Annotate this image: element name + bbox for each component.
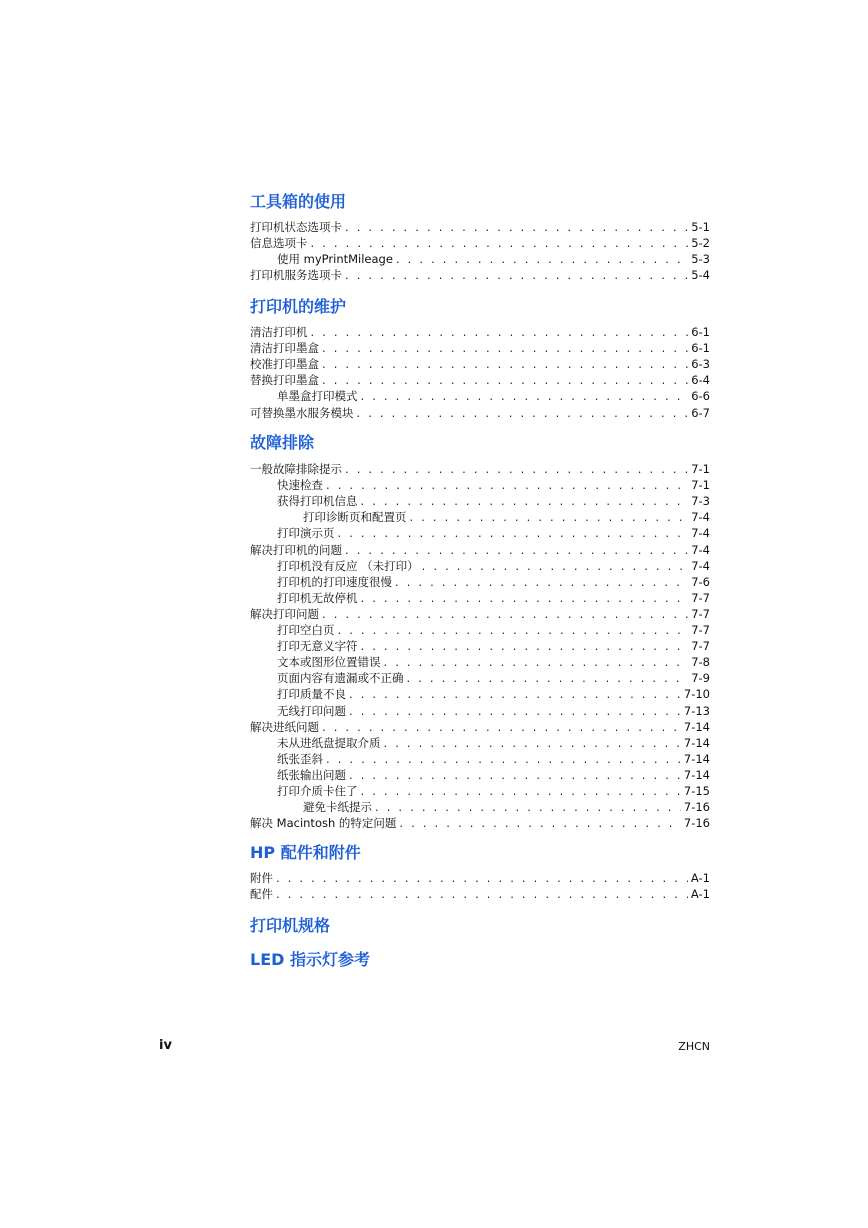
dot-leader: [399, 815, 680, 831]
dot-leader: [311, 235, 689, 251]
dot-leader: [407, 670, 689, 686]
dot-leader: [322, 372, 688, 388]
dot-leader: [349, 686, 681, 702]
toc-entry[interactable]: [277, 751, 710, 767]
toc-entry-label: 未从进纸盘提取介质: [277, 735, 381, 750]
toc-entry-label: 打印介质卡住了: [277, 784, 358, 798]
toc-entry-page: 6-1: [691, 325, 710, 339]
dot-leader: [322, 340, 688, 356]
toc-entry-page: 7-16: [683, 800, 710, 815]
toc-entry-page: 7-4: [691, 526, 710, 541]
toc-entry[interactable]: [250, 235, 710, 251]
toc-entry-page: 7-14: [683, 719, 710, 734]
toc-entry-label: 清洁打印机: [250, 325, 308, 339]
dot-leader: [276, 870, 688, 886]
toc-entry-label: 页面内容有遗漏或不正确: [277, 671, 404, 686]
toc-entry[interactable]: [250, 461, 710, 477]
toc-entry-label: 替换打印墨盒: [250, 373, 319, 388]
toc-entry-page: A-1: [690, 871, 710, 885]
toc-entry-page: A-1: [690, 887, 710, 902]
toc-entry[interactable]: [250, 267, 710, 283]
toc-entry-page: 6-3: [691, 357, 710, 372]
toc-entry-page: 7-1: [691, 462, 710, 476]
toc-entry-label: 打印机状态选项卡: [250, 220, 342, 234]
dot-leader: [311, 324, 689, 340]
toc-entry-label: 可替换墨水服务模块: [250, 405, 354, 420]
toc-entry-label: 单墨盒打印模式: [277, 389, 358, 404]
toc-entry-page: 7-4: [691, 542, 710, 557]
toc-entry-label: 文本或图形位置错误: [277, 655, 381, 670]
toc-entry[interactable]: [303, 509, 710, 525]
toc-entry[interactable]: [250, 542, 710, 558]
dot-leader: [345, 219, 688, 235]
toc-entry-label: 打印机的打印速度很慢: [277, 574, 392, 589]
dot-leader: [361, 388, 689, 404]
toc-entry-label: 一般故障排除提示: [250, 462, 342, 476]
toc-entry-page: 7-7: [691, 590, 710, 605]
toc-entry-label: 解决 Macintosh 的特定问题: [250, 816, 397, 831]
dot-leader: [361, 493, 689, 509]
toc-entry[interactable]: [277, 622, 710, 638]
dot-leader: [395, 574, 688, 590]
toc-entry[interactable]: [277, 558, 710, 574]
dot-leader: [361, 783, 681, 799]
dot-leader: [326, 751, 681, 767]
toc-entry-page: 7-4: [691, 558, 710, 573]
toc-entry[interactable]: [277, 590, 710, 606]
toc-entry-page: 6-7: [691, 405, 710, 420]
dot-leader: [410, 509, 689, 525]
toc-entry-page: 5-4: [691, 268, 710, 283]
toc-entry[interactable]: [277, 783, 710, 799]
toc-entry-page: 7-7: [691, 639, 710, 654]
toc-entry[interactable]: [250, 340, 710, 356]
toc-entry-label: 打印演示页: [277, 526, 335, 541]
dot-leader: [322, 606, 688, 622]
toc-entry-label: 解决进纸问题: [250, 719, 319, 734]
toc-entry-page: 7-10: [683, 687, 710, 702]
toc-entry-page: 6-6: [691, 389, 710, 404]
toc-entry-page: 6-4: [691, 373, 710, 388]
toc-entry[interactable]: [277, 493, 710, 509]
toc-entry-page: 5-3: [691, 252, 710, 267]
toc-entry-label: 打印诊断页和配置页: [303, 510, 407, 525]
dot-leader: [422, 558, 689, 574]
toc-entry[interactable]: [250, 719, 710, 735]
dot-leader: [338, 525, 689, 541]
toc-entry-page: 7-8: [691, 655, 710, 670]
toc-entry-page: 7-9: [691, 671, 710, 686]
toc-entry-label: 解决打印机的问题: [250, 542, 342, 557]
dot-leader: [396, 251, 688, 267]
toc-entry[interactable]: [250, 324, 710, 340]
toc-entry[interactable]: [277, 574, 710, 590]
toc-entry[interactable]: [250, 886, 710, 902]
toc-entry-label: 获得打印机信息: [277, 494, 358, 509]
toc-entry-page: 7-3: [691, 494, 710, 509]
toc-entry-label: 信息选项卡: [250, 236, 308, 251]
toc-entry-page: 7-14: [683, 751, 710, 766]
toc-entry[interactable]: [277, 525, 710, 541]
toc-entry-label: 使用 myPrintMileage: [277, 252, 393, 267]
toc-entry[interactable]: [277, 670, 710, 686]
toc-entry-label: 无线打印问题: [277, 703, 346, 718]
toc-entry-label: 快速检查: [277, 478, 323, 493]
toc-entry-page: 7-7: [691, 606, 710, 621]
section-heading[interactable]: 故障排除: [250, 433, 315, 452]
toc-entry-label: 纸张歪斜: [277, 751, 323, 766]
toc-entry-label: 校准打印墨盒: [250, 357, 319, 372]
toc-entry-label: 打印机没有反应 （未打印）: [277, 558, 419, 573]
toc-entry-page: 7-15: [683, 784, 710, 798]
section-heading[interactable]: HP 配件和附件: [250, 843, 361, 862]
toc-entry-page: 7-6: [691, 574, 710, 589]
page-number: iv: [159, 1038, 172, 1053]
toc-entry-page: 7-7: [691, 623, 710, 637]
toc-entry-label: 打印空白页: [277, 623, 335, 637]
dot-leader: [345, 461, 688, 477]
dot-leader: [384, 654, 689, 670]
toc-entry-label: 清洁打印墨盒: [250, 341, 319, 356]
toc-entry-page: 7-4: [691, 510, 710, 525]
toc-entry-label: 解决打印问题: [250, 606, 319, 621]
toc-entry[interactable]: [277, 638, 710, 654]
toc-entry[interactable]: [250, 870, 710, 886]
toc-entry[interactable]: [277, 735, 710, 751]
dot-leader: [375, 799, 681, 815]
toc-entry[interactable]: [250, 372, 710, 388]
section-heading[interactable]: LED 指示灯参考: [250, 950, 370, 969]
toc-entry[interactable]: [277, 767, 710, 783]
toc-entry[interactable]: [277, 654, 710, 670]
dot-leader: [384, 735, 681, 751]
toc-entry-page: 5-2: [691, 236, 710, 251]
section-heading[interactable]: 打印机的维护: [250, 297, 347, 316]
dot-leader: [357, 405, 689, 421]
section-heading[interactable]: 打印机规格: [250, 916, 331, 935]
dot-leader: [326, 477, 688, 493]
dot-leader: [345, 542, 688, 558]
toc-entry[interactable]: [250, 405, 710, 421]
toc-entry[interactable]: [277, 388, 710, 404]
dot-leader: [345, 267, 688, 283]
toc-entry-page: 7-14: [683, 767, 710, 782]
section-heading[interactable]: 工具箱的使用: [250, 192, 347, 211]
toc-entry[interactable]: [277, 251, 710, 267]
toc-entry[interactable]: [250, 606, 710, 622]
language-code: ZHCN: [678, 1040, 710, 1053]
toc-entry-label: 打印无意义字符: [277, 639, 358, 654]
toc-entry-label: 打印质量不良: [277, 687, 346, 702]
dot-leader: [349, 703, 681, 719]
toc-entry-page: 6-1: [691, 341, 710, 356]
toc-entry-page: 5-1: [691, 220, 710, 234]
toc-entry[interactable]: [250, 219, 710, 235]
toc-entry-label: 打印机无故停机: [277, 590, 358, 605]
toc-entry-label: 避免卡纸提示: [303, 800, 372, 815]
toc-entry-page: 7-1: [691, 478, 710, 493]
toc-entry[interactable]: [250, 815, 710, 831]
dot-leader: [276, 886, 688, 902]
toc-entry-label: 配件: [250, 887, 273, 902]
dot-leader: [322, 719, 681, 735]
dot-leader: [338, 622, 689, 638]
toc-entry[interactable]: [277, 686, 710, 702]
toc-entry[interactable]: [277, 703, 710, 719]
toc-entry[interactable]: [303, 799, 710, 815]
dot-leader: [361, 590, 689, 606]
toc-entry-label: 纸张输出问题: [277, 767, 346, 782]
toc-entry-label: 打印机服务选项卡: [250, 268, 342, 283]
toc-entry[interactable]: [277, 477, 710, 493]
toc-entry[interactable]: [250, 356, 710, 372]
dot-leader: [349, 767, 681, 783]
toc-entry-page: 7-16: [683, 816, 710, 831]
toc-entry-page: 7-13: [683, 703, 710, 718]
toc-entry-label: 附件: [250, 871, 273, 885]
dot-leader: [322, 356, 688, 372]
dot-leader: [361, 638, 689, 654]
toc-entry-page: 7-14: [683, 735, 710, 750]
